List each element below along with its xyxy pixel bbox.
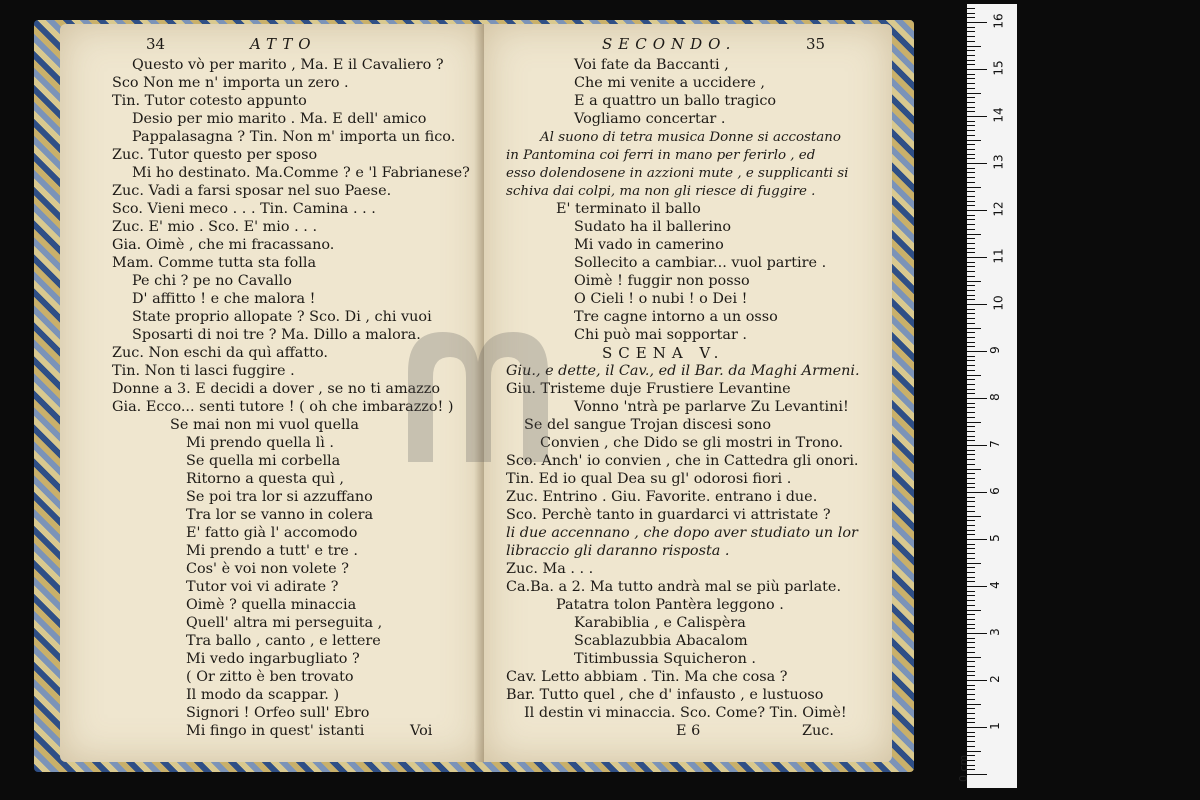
right-text-line: li due accennano , che dopo aver studiato un lor xyxy=(506,525,858,541)
ruler-tick xyxy=(967,337,975,338)
ruler-tick xyxy=(967,309,975,310)
ruler-tick xyxy=(967,78,975,79)
left-text-line: Desio per mio marito . Ma. E dell' amico xyxy=(132,111,427,127)
left-text-line: Zuc. Tutor questo per sposo xyxy=(112,147,318,163)
ruler-tick xyxy=(967,422,981,423)
ruler-tick xyxy=(967,718,975,719)
ruler-tick xyxy=(967,187,981,188)
ruler-tick xyxy=(967,116,987,117)
right-page xyxy=(484,24,892,762)
left-running-head: ATTO xyxy=(250,35,317,53)
left-text-line: Gia. Ecco... senti tutore ! ( oh che imbarazzo! ) xyxy=(112,399,454,415)
ruler-tick xyxy=(967,544,975,545)
ruler-tick xyxy=(967,313,975,314)
ruler-tick xyxy=(967,642,975,643)
ruler-tick xyxy=(967,539,987,540)
left-text-line: Se mai non mi vuol quella xyxy=(170,417,359,433)
right-text-line: E' terminato il ballo xyxy=(556,201,701,217)
ruler-tick xyxy=(967,633,987,634)
ruler-tick xyxy=(967,713,975,714)
right-running-head: SECONDO. xyxy=(602,35,737,53)
ruler-tick xyxy=(967,356,975,357)
open-book xyxy=(34,16,914,786)
ruler-tick xyxy=(967,501,975,502)
left-page-number: 34 xyxy=(146,35,166,53)
ruler-tick xyxy=(967,201,975,202)
left-text-line: Cos' è voi non volete ? xyxy=(186,561,349,577)
ruler-tick xyxy=(967,661,975,662)
right-text-line: Patatra tolon Pantèra leggono . xyxy=(556,597,784,613)
ruler-tick xyxy=(967,638,975,639)
right-page-number: 35 xyxy=(806,35,826,53)
ruler-label: 2 xyxy=(987,675,1002,683)
ruler-tick xyxy=(967,140,981,141)
ruler-tick xyxy=(967,393,975,394)
ruler-tick xyxy=(967,774,987,775)
ruler-tick xyxy=(967,379,975,380)
right-text-line: Sco. Perchè tanto in guardarci vi attristate ? xyxy=(506,507,831,523)
ruler-tick xyxy=(967,689,975,690)
ruler-tick xyxy=(967,64,975,65)
left-text-line: D' affitto ! e che malora ! xyxy=(132,291,316,307)
ruler-tick xyxy=(967,586,987,587)
ruler-tick xyxy=(967,191,975,192)
left-text-line: Se poi tra lor si azzuffano xyxy=(186,489,373,505)
ruler-tick xyxy=(967,699,975,700)
ruler-tick xyxy=(967,483,975,484)
ruler-label: 8 xyxy=(987,393,1002,401)
right-text-line: Vonno 'ntrà pe parlarve Zu Levantini! xyxy=(574,399,849,415)
ruler-tick xyxy=(967,619,975,620)
ruler-tick xyxy=(967,511,975,512)
right-text-line: E 6 xyxy=(676,723,701,739)
left-text-line: Mi prendo a tutt' e tre . xyxy=(186,543,358,559)
ruler-tick xyxy=(967,736,975,737)
left-text-line: Tin. Tutor cotesto appunto xyxy=(112,93,307,109)
ruler-tick xyxy=(967,46,981,47)
ruler-tick xyxy=(967,281,981,282)
left-text-line: Il modo da scappar. ) xyxy=(186,687,340,703)
left-text-line: Zuc. Vadi a farsi sposar nel suo Paese. xyxy=(112,183,392,199)
ruler-label: 9 xyxy=(987,346,1002,354)
right-text-line: Titimbussia Squicheron . xyxy=(574,651,756,667)
ruler-tick xyxy=(967,398,987,399)
right-text-line: Se del sangue Trojan discesi sono xyxy=(524,417,772,433)
ruler-tick xyxy=(967,492,987,493)
right-text-line: Mi vado in camerino xyxy=(574,237,724,253)
ruler-tick xyxy=(967,144,975,145)
ruler-tick xyxy=(967,328,981,329)
right-text-line: schiva dai colpi, ma non gli riesce di fuggire . xyxy=(506,184,816,199)
ruler-tick xyxy=(967,69,987,70)
ruler-tick xyxy=(967,469,981,470)
ruler-tick xyxy=(967,360,975,361)
ruler-tick xyxy=(967,60,975,61)
ruler-tick xyxy=(967,530,975,531)
ruler-tick xyxy=(967,685,975,686)
left-page xyxy=(60,24,484,762)
left-text-line: Sco. Vieni meco . . . Tin. Camina . . . xyxy=(112,201,376,217)
ruler-tick xyxy=(967,445,987,446)
ruler-tick xyxy=(967,163,987,164)
ruler-tick xyxy=(967,224,975,225)
left-text-line: State proprio allopate ? Sco. Di , chi vuoi xyxy=(132,309,432,325)
right-text-line: Sco. Anch' io convien , che in Cattedra gli onori. xyxy=(506,453,859,469)
left-text-line: Tin. Non ti lasci fuggire . xyxy=(112,363,295,379)
ruler-tick xyxy=(967,567,975,568)
ruler-label: 1 xyxy=(987,722,1002,730)
right-text-line: Sudato ha il ballerino xyxy=(574,219,732,235)
left-text-line: Mam. Comme tutta sta folla xyxy=(112,255,317,271)
ruler-tick xyxy=(967,154,975,155)
measuring-ruler xyxy=(957,4,1017,788)
ruler-tick xyxy=(967,581,975,582)
ruler-label: 16 xyxy=(991,13,1006,29)
ruler-tick xyxy=(967,671,975,672)
left-text-line: Ritorno a questa quì , xyxy=(186,471,344,487)
ruler-tick xyxy=(967,266,975,267)
ruler-tick xyxy=(967,107,975,108)
ruler-tick xyxy=(967,205,975,206)
ruler-tick xyxy=(967,318,975,319)
ruler-tick xyxy=(967,271,975,272)
ruler-tick xyxy=(967,234,981,235)
ruler-tick xyxy=(967,210,987,211)
ruler-tick xyxy=(967,304,987,305)
ruler-tick xyxy=(967,36,975,37)
ruler-label: 10 xyxy=(991,295,1006,311)
right-text-line: E a quattro un ballo tragico xyxy=(574,93,777,109)
ruler-tick xyxy=(967,407,975,408)
ruler-tick xyxy=(967,342,975,343)
right-text-line: Zuc. Entrino . Giu. Favorite. entrano i due. xyxy=(506,489,818,505)
ruler-label: 6 xyxy=(987,487,1002,495)
ruler-tick xyxy=(967,276,975,277)
right-text-line: Ca.Ba. a 2. Ma tutto andrà mal se più parlate. xyxy=(506,579,842,595)
right-text-line: Convien , che Dido se gli mostri in Trono. xyxy=(540,435,844,451)
left-text-line: Zuc. Non eschi da quì affatto. xyxy=(112,345,328,361)
ruler-tick xyxy=(967,478,975,479)
ruler-tick xyxy=(967,295,975,296)
left-text-line: Tra ballo , canto , e lettere xyxy=(186,633,381,649)
ruler-tick xyxy=(967,22,987,23)
ruler-tick xyxy=(967,412,975,413)
ruler-tick xyxy=(967,454,975,455)
ruler-tick xyxy=(967,694,975,695)
ruler-tick xyxy=(967,722,975,723)
ruler-tick xyxy=(967,459,975,460)
right-text-line: Il destin vi minaccia. Sco. Come? Tin. Oimè! xyxy=(524,705,847,721)
right-text-line: Oimè ! fuggir non posso xyxy=(574,273,750,289)
ruler-label: 13 xyxy=(991,154,1006,170)
right-text-line: Zuc. xyxy=(802,723,834,739)
right-text-line: Giu., e dette, il Cav., ed il Bar. da Maghi Armeni. xyxy=(506,363,860,379)
right-text-line: Vogliamo concertar . xyxy=(574,111,726,127)
left-text-line: Gia. Oimè , che mi fracassano. xyxy=(112,237,335,253)
left-text-line: Tra lor se vanno in colera xyxy=(186,507,374,523)
ruler-tick xyxy=(967,652,975,653)
ruler-tick xyxy=(967,177,975,178)
right-text-line: Karabiblia , e Calispèra xyxy=(574,615,746,631)
ruler-tick xyxy=(967,516,981,517)
ruler-label: 14 xyxy=(991,107,1006,123)
ruler-tick xyxy=(967,600,975,601)
ruler-label: 7 xyxy=(987,440,1002,448)
ruler-tick xyxy=(967,403,975,404)
right-text-line: Tin. Ed io qual Dea su gl' odorosi fiori . xyxy=(506,471,792,487)
ruler-tick xyxy=(967,121,975,122)
ruler-label: 4 xyxy=(987,581,1002,589)
ruler-tick xyxy=(967,628,975,629)
left-text-line: Sposarti di noi tre ? Ma. Dillo a malora. xyxy=(132,327,421,343)
ruler-tick xyxy=(967,149,975,150)
ruler-tick xyxy=(967,243,975,244)
ruler-tick xyxy=(967,111,975,112)
right-text-line: libraccio gli daranno risposta . xyxy=(506,543,730,559)
ruler-tick xyxy=(967,520,975,521)
right-text-line: Sollecito a cambiar... vuol partire . xyxy=(574,255,827,271)
ruler-tick xyxy=(967,50,975,51)
ruler-label: 3 xyxy=(987,628,1002,636)
ruler-tick xyxy=(967,563,981,564)
ruler-tick xyxy=(967,436,975,437)
left-text-line: Pe chi ? pe no Cavallo xyxy=(132,273,292,289)
right-text-line: in Pantomina coi ferri in mano per ferirlo , ed xyxy=(506,148,816,163)
left-text-line: Quell' altra mi perseguita , xyxy=(186,615,383,631)
ruler-tick xyxy=(967,55,975,56)
right-text-line: Bar. Tutto quel , che d' infausto , e lustuoso xyxy=(506,687,824,703)
ruler-tick xyxy=(967,595,975,596)
ruler-tick xyxy=(967,346,975,347)
ruler-tick xyxy=(967,257,987,258)
ruler-tick xyxy=(967,196,975,197)
ruler-tick xyxy=(967,323,975,324)
ruler-tick xyxy=(967,417,975,418)
left-text-line: Mi ho destinato. Ma.Comme ? e 'l Fabrianese? xyxy=(132,165,470,181)
left-text-line: Tutor voi vi adirate ? xyxy=(186,579,339,595)
ruler-label: 12 xyxy=(991,201,1006,217)
ruler-tick xyxy=(967,624,975,625)
ruler-tick xyxy=(967,370,975,371)
ruler-tick xyxy=(967,74,975,75)
ruler-tick xyxy=(967,172,975,173)
ruler-tick xyxy=(967,83,975,84)
ruler-tick xyxy=(967,13,975,14)
right-text-line: Zuc. Ma . . . xyxy=(506,561,594,577)
ruler-tick xyxy=(967,440,975,441)
left-text-line: Voi xyxy=(410,723,433,739)
ruler-tick xyxy=(967,88,975,89)
ruler-tick xyxy=(967,647,975,648)
right-text-line: Che mi venite a uccidere , xyxy=(574,75,765,91)
ruler-tick xyxy=(967,290,975,291)
ruler-tick xyxy=(967,591,975,592)
ruler-tick xyxy=(967,473,975,474)
ruler-tick xyxy=(967,727,987,728)
right-text-line: Al suono di tetra musica Donne si accostano xyxy=(540,130,841,145)
ruler-tick xyxy=(967,751,981,752)
ruler-tick xyxy=(967,534,975,535)
left-text-line: Questo vò per marito , Ma. E il Cavaliero ? xyxy=(132,57,444,73)
ruler-tick xyxy=(967,572,975,573)
ruler-tick xyxy=(967,704,981,705)
ruler-tick xyxy=(967,525,975,526)
ruler-tick xyxy=(967,168,975,169)
left-text-line: Zuc. E' mio . Sco. E' mio . . . xyxy=(112,219,318,235)
ruler-tick xyxy=(967,548,975,549)
ruler-tick xyxy=(967,577,975,578)
ruler-tick xyxy=(967,332,975,333)
ruler-tick xyxy=(967,746,975,747)
ruler-tick xyxy=(967,450,975,451)
ruler-tick xyxy=(967,657,981,658)
ruler-tick xyxy=(967,675,975,676)
right-text-line: Chi può mai sopportar . xyxy=(574,327,747,343)
ruler-tick xyxy=(967,27,975,28)
ruler-tick xyxy=(967,93,981,94)
ruler-tick xyxy=(967,497,975,498)
ruler-tick xyxy=(967,97,975,98)
ruler-tick xyxy=(967,8,975,9)
right-text-line: Giu. Tristeme duje Frustiere Levantine xyxy=(506,381,791,397)
ruler-tick xyxy=(967,102,975,103)
ruler-tick xyxy=(967,299,975,300)
ruler-tick xyxy=(967,506,975,507)
ruler-tick xyxy=(967,553,975,554)
left-text-line: Mi vedo ingarbugliato ? xyxy=(186,651,360,667)
ruler-tick xyxy=(967,125,975,126)
left-text-line: Donne a 3. E decidi a dover , se no ti amazzo xyxy=(112,381,440,397)
ruler-tick xyxy=(967,487,975,488)
ruler-tick xyxy=(967,741,975,742)
left-text-line: Se quella mi corbella xyxy=(186,453,341,469)
ruler-tick xyxy=(967,262,975,263)
right-text-line: O Cieli ! o nubi ! o Dei ! xyxy=(574,291,748,307)
ruler-tick xyxy=(967,431,975,432)
right-text-line: esso dolendosene in azzioni mute , e supplicanti si xyxy=(506,166,849,181)
ruler-tick xyxy=(967,614,975,615)
ruler-tick xyxy=(967,219,975,220)
ruler-tick xyxy=(967,610,981,611)
left-text-line: Sco Non me n' importa un zero . xyxy=(112,75,349,91)
ruler-tick xyxy=(967,17,975,18)
ruler-tick xyxy=(967,666,975,667)
right-text-line: Tre cagne intorno a un osso xyxy=(574,309,778,325)
right-text-line: Scablazubbia Abacalom xyxy=(574,633,748,649)
ruler-tick xyxy=(967,31,975,32)
left-text-line: Oimè ? quella minaccia xyxy=(186,597,357,613)
left-text-line: ( Or zitto è ben trovato xyxy=(186,669,354,685)
ruler-tick xyxy=(967,426,975,427)
left-text-line: Mi prendo quella lì . xyxy=(186,435,334,451)
ruler-tick xyxy=(967,365,975,366)
ruler-tick xyxy=(967,708,975,709)
left-text-line: Pappalasagna ? Tin. Non m' importa un fico. xyxy=(132,129,456,145)
ruler-tick xyxy=(967,182,975,183)
left-text-line: Mi fingo in quest' istanti xyxy=(186,723,365,739)
ruler-tick xyxy=(967,252,975,253)
ruler-tick xyxy=(967,558,975,559)
ruler-tick xyxy=(967,229,975,230)
ruler-label: 5 xyxy=(987,534,1002,542)
ruler-tick xyxy=(967,375,981,376)
ruler-tick xyxy=(967,130,975,131)
ruler-tick xyxy=(967,680,987,681)
right-text-line: SCENA V. xyxy=(602,344,725,362)
ruler-tick xyxy=(967,389,975,390)
ruler-tick xyxy=(967,384,975,385)
ruler-tick xyxy=(967,135,975,136)
ruler-label: 15 xyxy=(991,60,1006,76)
ruler-tick xyxy=(967,215,975,216)
ruler-tick xyxy=(967,238,975,239)
left-text-line: E' fatto già l' accomodo xyxy=(186,525,358,541)
ruler-tick xyxy=(967,464,975,465)
right-text-line: Voi fate da Baccanti , xyxy=(574,57,729,73)
ruler-unit-label: 0 cm xyxy=(957,754,970,782)
left-text-line: Signori ! Orfeo sull' Ebro xyxy=(186,705,370,721)
ruler-tick xyxy=(967,732,975,733)
ruler-tick xyxy=(967,248,975,249)
ruler-tick xyxy=(967,285,975,286)
ruler-tick xyxy=(967,41,975,42)
ruler-tick xyxy=(967,605,975,606)
ruler-tick xyxy=(967,351,987,352)
ruler-label: 11 xyxy=(991,248,1006,264)
right-text-line: Cav. Letto abbiam . Tin. Ma che cosa ? xyxy=(506,669,788,685)
ruler-tick xyxy=(967,158,975,159)
